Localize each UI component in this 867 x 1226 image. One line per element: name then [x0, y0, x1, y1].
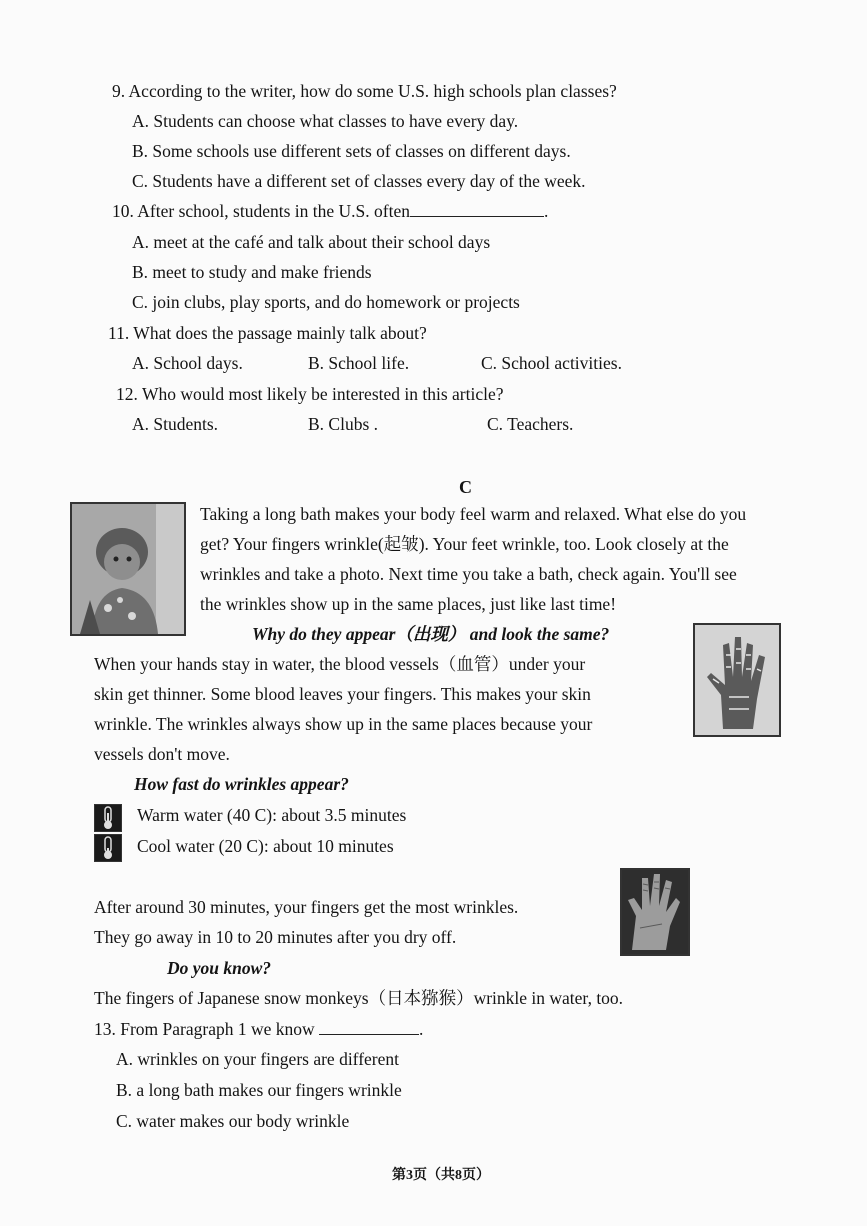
question-9-option-a: A. Students can choose what classes to have every day.	[132, 111, 519, 131]
para1-line-1: Taking a long bath makes your body feel warm and relaxed. What else do you	[200, 504, 747, 524]
question-13-stem: 13. From Paragraph 1 we know .	[94, 1019, 424, 1039]
question-12-option-c: C. Teachers.	[487, 414, 574, 434]
para1-line-3: wrinkles and take a photo. Next time you take a bath, check again. You'll see	[200, 564, 737, 584]
answer-blank[interactable]	[410, 202, 544, 217]
question-9-option-c: C. Students have a different set of classes every day of the week.	[132, 171, 586, 191]
para3-line-1: After around 30 minutes, your fingers get the most wrinkles.	[94, 897, 519, 917]
wrinkled-hand-photo	[620, 868, 690, 956]
para4-line: The fingers of Japanese snow monkeys（日本猕猴）wrinkle in water, too.	[94, 988, 624, 1008]
question-12-option-a: A. Students.	[132, 414, 219, 434]
question-13-option-a: A. wrinkles on your fingers are different	[116, 1049, 399, 1069]
question-12-option-b: B. Clubs .	[308, 414, 379, 434]
heading-how-fast: How fast do wrinkles appear?	[134, 774, 349, 794]
question-13-option-b: B. a long bath makes our fingers wrinkle	[116, 1080, 402, 1100]
para1-line-2: get? Your fingers wrinkle(起皱). Your feet wrinkle, too. Look closely at the	[200, 534, 729, 554]
question-13-option-c: C. water makes our body wrinkle	[116, 1111, 350, 1131]
child-bath-photo	[70, 502, 186, 636]
para3-line-2: They go away in 10 to 20 minutes after you dry off.	[94, 927, 457, 947]
question-9-stem: 9. According to the writer, how do some U.S. high schools plan classes?	[112, 81, 617, 101]
heading-do-you-know: Do you know?	[167, 958, 272, 978]
section-c-letter: C	[459, 477, 472, 497]
hand-xray-photo	[693, 623, 781, 737]
page-number-footer: 第3页（共8页）	[392, 1168, 490, 1183]
question-10-stem: 10. After school, students in the U.S. often .	[112, 201, 549, 221]
question-10-option-c: C. join clubs, play sports, and do homework or projects	[132, 292, 520, 312]
question-11-option-c: C. School activities.	[481, 353, 622, 373]
para2-line-1: When your hands stay in water, the blood vessels（血管）under your	[94, 654, 586, 674]
question-9-option-b: B. Some schools use different sets of classes on different days.	[132, 141, 571, 161]
para2-line-2: skin get thinner. Some blood leaves your fingers. This makes your skin	[94, 684, 591, 704]
answer-blank[interactable]	[319, 1020, 419, 1035]
question-11-option-a: A. School days.	[132, 353, 243, 373]
question-10-option-b: B. meet to study and make friends	[132, 262, 372, 282]
para1-line-4: the wrinkles show up in the same places, just like last time!	[200, 594, 617, 614]
cool-water-time: Cool water (20 C): about 10 minutes	[137, 836, 394, 856]
para2-line-4: vessels don't move.	[94, 744, 230, 764]
warm-water-time: Warm water (40 C): about 3.5 minutes	[137, 805, 407, 825]
warm-thermometer-icon	[94, 804, 122, 832]
para2-line-3: wrinkle. The wrinkles always show up in the same places because your	[94, 714, 593, 734]
cool-thermometer-icon	[94, 834, 122, 862]
question-11-option-b: B. School life.	[308, 353, 410, 373]
question-12-stem: 12. Who would most likely be interested in this article?	[116, 384, 504, 404]
question-12-options	[132, 413, 732, 435]
question-10-option-a: A. meet at the café and talk about their school days	[132, 232, 491, 252]
question-11-options	[132, 352, 732, 374]
question-11-stem: 11. What does the passage mainly talk about?	[108, 323, 427, 343]
heading-why-appear: Why do they appear（出现） and look the same?	[252, 624, 610, 644]
